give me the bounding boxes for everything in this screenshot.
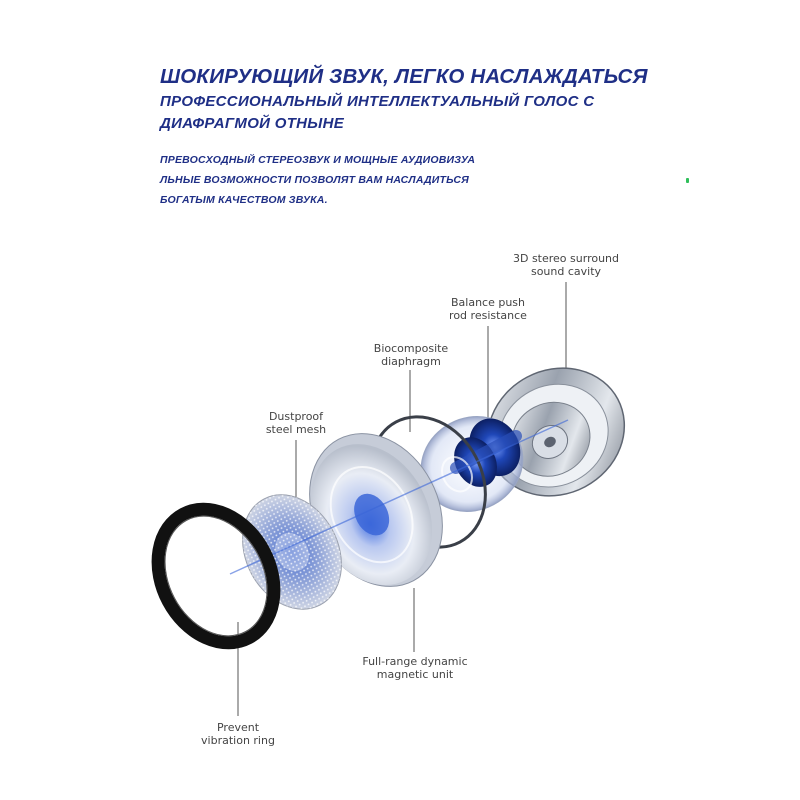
label-biocomposite-diaphragm bbox=[356, 342, 466, 368]
label-surround-line2: sound cavity bbox=[530, 265, 602, 278]
label-vibration-line2: vibration ring bbox=[201, 734, 275, 747]
label-balance-line2: rod resistance bbox=[449, 309, 527, 322]
headline-title: ШОКИРУЮЩИЙ ЗВУК, ЛЕГКО НАСЛАЖДАТЬСЯ bbox=[160, 65, 648, 88]
headline-subtitle-line1: ПРОФЕССИОНАЛЬНЫЙ ИНТЕЛЛЕКТУАЛЬНЫЙ ГОЛОС С bbox=[160, 93, 595, 110]
label-dustproof-mesh bbox=[246, 410, 346, 436]
label-fullrange-unit bbox=[340, 655, 490, 681]
description-line1: ПРЕВОСХОДНЫЙ СТЕРЕОЗВУК И МОЩНЫЕ АУДИОВИЗУА bbox=[160, 154, 476, 166]
label-balance-line1: Balance push bbox=[450, 296, 526, 309]
label-vibration-line1: Prevent bbox=[216, 721, 260, 734]
label-surround-line1: 3D stereo surround bbox=[512, 252, 620, 265]
headline-subtitle-line2: ДИАФРАГМОЙ ОТНЫНЕ bbox=[160, 115, 345, 132]
label-surround-cavity bbox=[496, 252, 636, 278]
label-fullrange-line2: magnetic unit bbox=[376, 668, 454, 681]
label-vibration-ring bbox=[178, 721, 298, 747]
label-biocomposite-line1: Biocomposite bbox=[373, 342, 449, 355]
label-dustproof-line1: Dustproof bbox=[268, 410, 324, 423]
description-line2: ЛЬНЫЕ ВОЗМОЖНОСТИ ПОЗВОЛЯТ ВАМ НАСЛАДИТЬСЯ bbox=[160, 174, 470, 186]
label-dustproof-line2: steel mesh bbox=[265, 423, 327, 436]
description-line3: БОГАТЫМ КАЧЕСТВОМ ЗВУКА. bbox=[160, 194, 328, 206]
label-fullrange-line1: Full-range dynamic bbox=[362, 655, 468, 668]
label-biocomposite-line2: diaphragm bbox=[381, 355, 441, 368]
label-balance-push-rod bbox=[428, 296, 548, 322]
